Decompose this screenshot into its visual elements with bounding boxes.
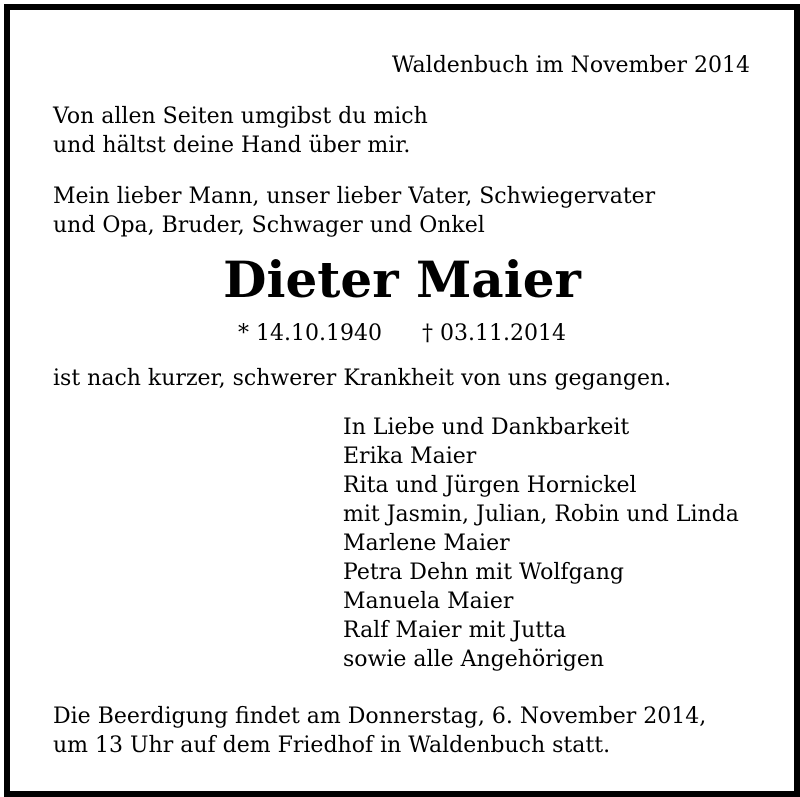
place-date: Waldenbuch im November 2014 [391,53,750,78]
funeral-line: um 13 Uhr auf dem Friedhof in Waldenbuch statt. [53,733,611,758]
death-date: † 03.11.2014 [422,321,566,346]
mourner-line: Rita und Jürgen Hornickel [343,473,637,498]
mourner-line: Manuela Maier [343,589,514,614]
statement: ist nach kurzer, schwerer Krankheit von uns gegangen. [53,366,672,391]
mourner-line: Ralf Maier mit Jutta [343,618,567,643]
intro-line: Mein lieber Mann, unser lieber Vater, Schwiegervater [53,184,656,209]
obituary-frame [4,4,800,797]
mourner-line: Marlene Maier [343,531,510,556]
deceased-name: Dieter Maier [223,250,581,309]
verse-line: Von allen Seiten umgibst du mich [53,104,428,129]
mourner-line: Petra Dehn mit Wolfgang [343,560,625,585]
life-dates [10,319,794,348]
funeral-info [53,702,706,760]
verse [53,102,428,160]
mourners-list [343,413,739,674]
funeral-line: Die Beerdigung findet am Donnerstag, 6. November 2014, [53,704,707,729]
mourner-line: mit Jasmin, Julian, Robin und Linda [343,502,739,527]
intro-text [53,182,655,240]
verse-line: und hältst deine Hand über mir. [53,133,411,158]
birth-date: * 14.10.1940 [238,321,382,346]
mourner-line: Erika Maier [343,444,477,469]
intro-line: und Opa, Bruder, Schwager und Onkel [53,213,485,238]
mourner-line: In Liebe und Dankbarkeit [343,415,630,440]
mourner-line: sowie alle Angehörigen [343,647,605,672]
